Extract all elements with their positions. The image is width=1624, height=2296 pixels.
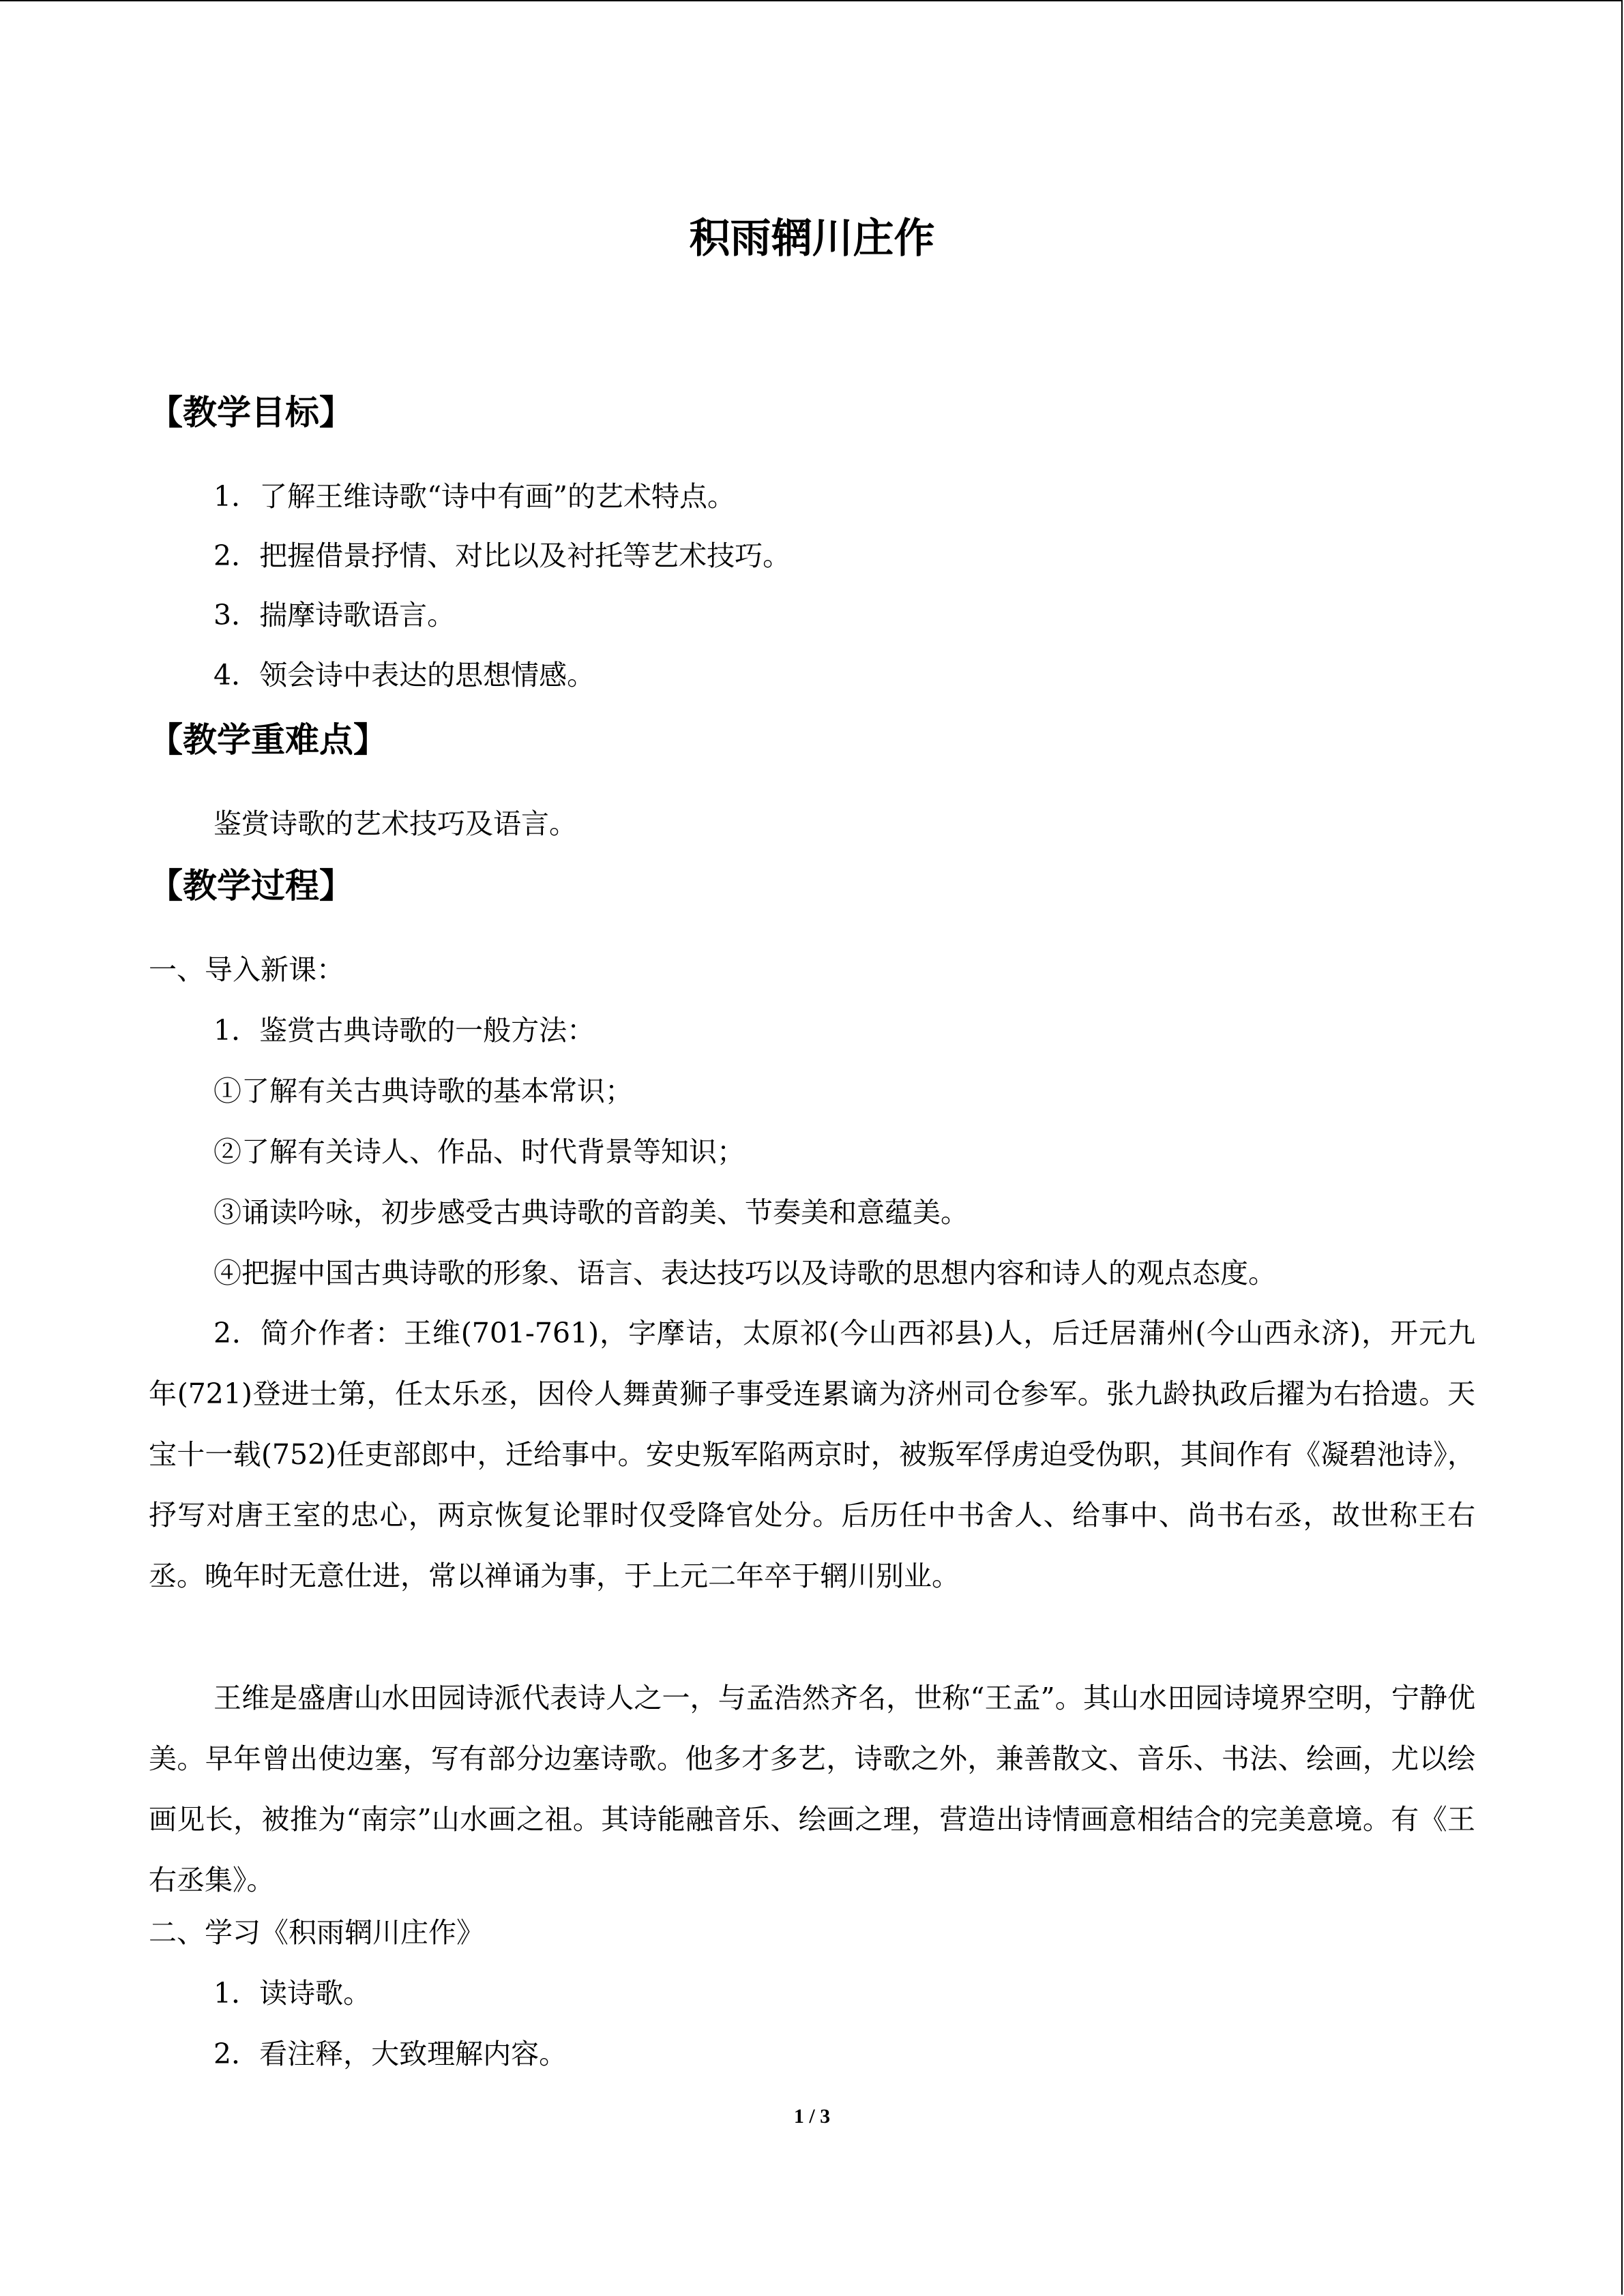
- objective-item: 2．把握借景抒情、对比以及衬托等艺术技巧。: [213, 539, 791, 572]
- method-item: ②了解有关诗人、作品、时代背景等知识；: [213, 1135, 745, 1168]
- part1-heading: 一、导入新课：: [149, 953, 344, 986]
- method-title: 1．鉴赏古典诗歌的一般方法：: [213, 1014, 595, 1047]
- document-title: 积雨辋川庄作: [689, 215, 935, 263]
- objectives-heading: 【教学目标】: [149, 393, 353, 432]
- method-item: ①了解有关古典诗歌的基本常识；: [213, 1075, 633, 1107]
- objective-item: 3．揣摩诗歌语言。: [213, 599, 456, 631]
- objective-item: 4．领会诗中表达的思想情感。: [213, 659, 595, 691]
- page-number: 1 / 3: [793, 2105, 831, 2128]
- process-heading: 【教学过程】: [149, 866, 353, 906]
- objective-item: 1．了解王维诗歌“诗中有画”的艺术特点。: [213, 480, 736, 513]
- part2-heading: 二、学习《积雨辋川庄作》: [149, 1916, 484, 1949]
- author-style-paragraph: 王维是盛唐山水田园诗派代表诗人之一，与孟浩然齐名，世称“王孟”。其山水田园诗境界空明，宁静优美。早年曾出使边塞，写有部分边塞诗歌。他多才多艺，诗歌之外，兼善散文、音乐、书法、绘画，尤以绘画见长，被推为“南宗”山水画之祖。其诗能融音乐、绘画之理，营造出诗情画意相结合的完美意境。有《王右丞集》。: [149, 1682, 1475, 1896]
- step-item: 2．看注释，大致理解内容。: [213, 2038, 567, 2070]
- method-item: ③诵读吟咏，初步感受古典诗歌的音韵美、节奏美和意蕴美。: [213, 1196, 969, 1229]
- author-intro-paragraph: 2．简介作者：王维(701-761)，字摩诘，太原祁(今山西祁县)人，后迁居蒲州(今山西永济)，开元九年(721)登进士第，任太乐丞，因伶人舞黄狮子事受连累谪为济州司仓参军。张九龄执政后擢为右拾遗。天宝十一载(752)任吏部郎中，迁给事中。安史叛军陷两京时，被叛军俘虏迫受伪职，其间作有《凝碧池诗》，抒写对唐王室的忠心，两京恢复论罪时仅受降官处分。后历任中书舍人、给事中、尚书右丞，故世称王右丞。晚年时无意仕进，常以禅诵为事，于上元二年卒于辋川别业。: [149, 1317, 1475, 1592]
- key-points-heading: 【教学重难点】: [149, 720, 387, 760]
- key-points-text: 鉴赏诗歌的艺术技巧及语言。: [213, 807, 577, 840]
- step-item: 1．读诗歌。: [213, 1977, 372, 2010]
- method-item: ④把握中国古典诗歌的形象、语言、表达技巧以及诗歌的思想内容和诗人的观点态度。: [213, 1257, 1276, 1289]
